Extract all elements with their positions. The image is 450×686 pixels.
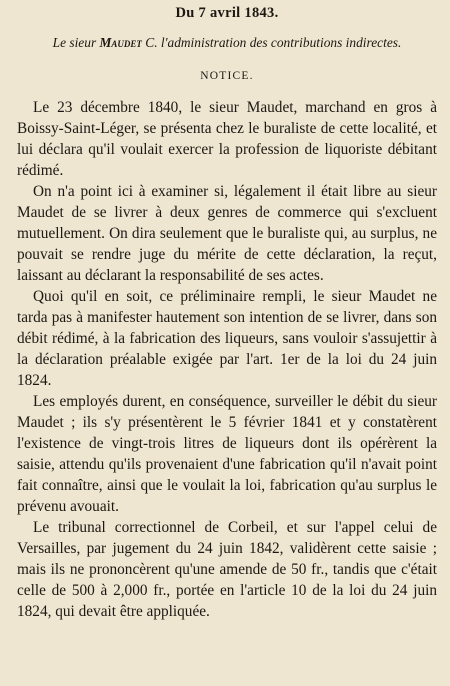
section-heading: NOTICE. — [200, 70, 254, 82]
case-party-name: Maudet — [99, 35, 142, 50]
paragraph: Quoi qu'il en soit, ce préliminaire rempli, le sieur Maudet ne tarda pas à manifester hautement son intention de se livrer, dans son débit rédimé, à la fabrication des liqueurs, sans vouloir s'assujettir à la déclaration préalable exigée par l'art. 1er de la loi du 24 juin 1824. — [17, 288, 437, 389]
case-title — [17, 34, 437, 51]
decision-date: Du 7 avril 1843. — [175, 5, 279, 21]
case-title-prefix: Le sieur — [52, 35, 100, 50]
paragraph: On n'a point ici à examiner si, légalement il était libre au sieur Maudet de se livrer à deux genres de commerce qui s'excluent mutuellement. On dira seulement que le buraliste qui, au surplus, ne pouvait se rendre juge du mérite de cette déclaration, la reçut, laissant au déclarant la responsabilité de ses actes. — [17, 183, 437, 284]
paragraph: Le tribunal correctionnel de Corbeil, et sur l'appel celui de Versailles, par jugement du 24 juin 1842, validèrent cette saisie ; mais ils ne prononcèrent qu'une amende de 50 fr., tandis que c'était celle de 500 à 2,000 fr., portée en l'article 10 de la loi du 24 juin 1824, qui devait être appliquée. — [17, 519, 437, 620]
paragraph: Le 23 décembre 1840, le sieur Maudet, marchand en gros à Boissy-Saint-Léger, se présenta chez le buraliste de cette localité, et lui déclara qu'il voulait exercer la profession de liquoriste débitant rédimé. — [17, 99, 437, 179]
notice-body — [17, 97, 437, 622]
case-title-suffix: C. l'administration des contributions indirectes. — [141, 35, 402, 50]
paragraph: Les employés durent, en conséquence, surveiller le débit du sieur Maudet ; ils s'y présentèrent le 5 février 1841 et y constatèrent l'existence de vingt-trois litres de liqueurs dont ils opérèrent la saisie, attendu qu'ils provenaient d'une fabrication qu'il n'avait point fait connaître, ainsi que le voulait la loi, fabrication qu'au surplus le prévenu avouait. — [17, 393, 437, 515]
